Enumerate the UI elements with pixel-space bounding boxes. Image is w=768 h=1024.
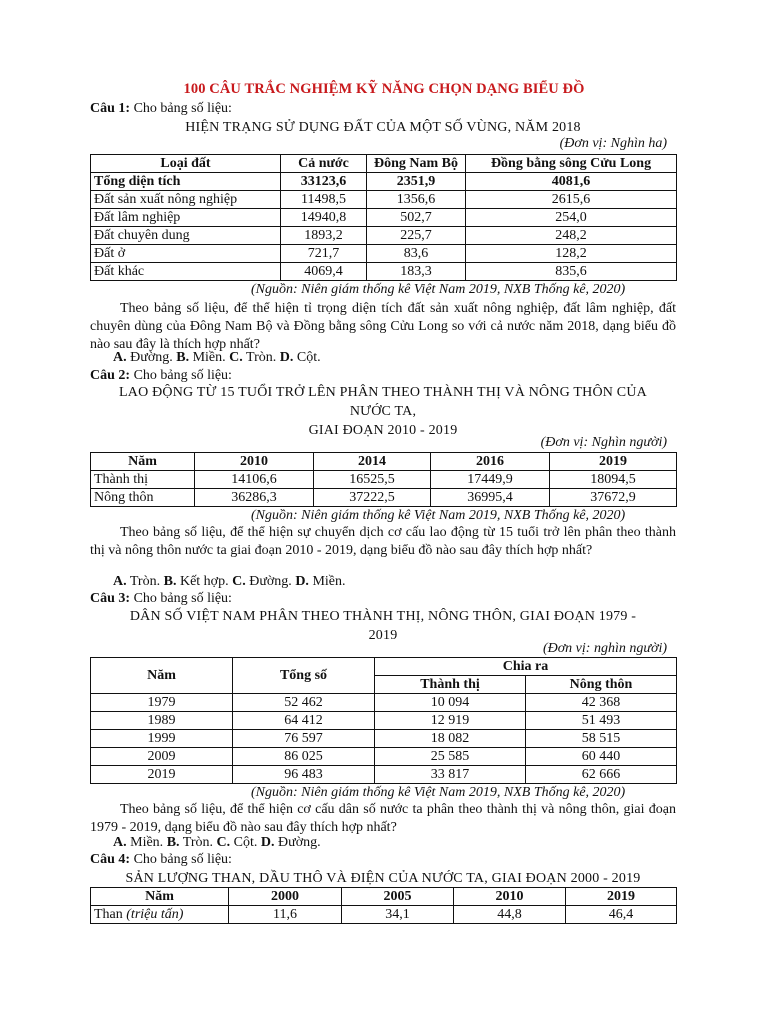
question-1-source: (Nguồn: Niên giám thống kê Việt Nam 2019, NXB Thống kê, 2020) <box>251 282 626 297</box>
table-cell-urban: 10 094 <box>375 694 526 712</box>
q3-header-split: Chia ra <box>375 658 677 676</box>
question-2-source: (Nguồn: Niên giám thống kê Việt Nam 2019, NXB Thống kê, 2020) <box>251 508 626 523</box>
table-cell: 17449,9 <box>431 471 550 489</box>
table-row <box>91 694 677 712</box>
question-4-table-title: SẢN LƯỢNG THAN, DẦU THÔ VÀ ĐIỆN CỦA NƯỚC TA, GIAI ĐOẠN 2000 - 2019 <box>125 871 641 886</box>
question-3-unit: (Đơn vị: nghìn người) <box>542 641 667 656</box>
q4-header-4: 2019 <box>566 888 677 906</box>
question-1-label: Câu 1: <box>90 101 131 116</box>
row-label: Đất khác <box>91 263 281 281</box>
question-4-header <box>90 852 232 868</box>
table-cell-rural: 62 666 <box>526 766 677 784</box>
table-cell: 37672,9 <box>550 489 677 507</box>
table-cell: 254,0 <box>466 209 677 227</box>
table-cell: 14940,8 <box>281 209 367 227</box>
question-3-label: Câu 3: <box>90 591 131 606</box>
table-row <box>91 471 677 489</box>
table-cell-rural: 51 493 <box>526 712 677 730</box>
table-cell-urban: 18 082 <box>375 730 526 748</box>
question-1-header <box>90 101 232 117</box>
table-cell: 183,3 <box>367 263 466 281</box>
table-cell: 2351,9 <box>367 173 466 191</box>
table-cell: 16525,5 <box>314 471 431 489</box>
table-cell: 44,8 <box>454 906 566 924</box>
q1-header-2: Đông Nam Bộ <box>367 155 466 173</box>
table-cell: 1893,2 <box>281 227 367 245</box>
table-row <box>91 263 677 281</box>
question-2-question: Theo bảng số liệu, để thể hiện sự chuyển dịch cơ cấu lao động từ 15 tuổi trở lên phân theo thành thị và nông thôn nước ta giai đoạn 2010 - 2019, dạng biểu đồ nào sau đây thích hợp nhất? <box>90 525 676 558</box>
q4-header-3: 2010 <box>454 888 566 906</box>
table-cell: 4081,6 <box>466 173 677 191</box>
question-2-header <box>90 368 232 384</box>
row-label <box>91 906 229 924</box>
table-cell: 11,6 <box>229 906 342 924</box>
row-label: Đất ở <box>91 245 281 263</box>
table-cell: 4069,4 <box>281 263 367 281</box>
table-cell: 502,7 <box>367 209 466 227</box>
table-cell-urban: 12 919 <box>375 712 526 730</box>
q4-header-2: 2005 <box>342 888 454 906</box>
question-2-unit: (Đơn vị: Nghìn người) <box>540 435 667 450</box>
table-cell-year: 2019 <box>91 766 233 784</box>
question-1-lead: Cho bảng số liệu: <box>133 101 232 116</box>
table-cell-urban: 33 817 <box>375 766 526 784</box>
table-cell: 225,7 <box>367 227 466 245</box>
table-cell: 721,7 <box>281 245 367 263</box>
table-row <box>91 748 677 766</box>
question-2-table <box>90 452 677 507</box>
table-cell-year: 2009 <box>91 748 233 766</box>
table-cell: 46,4 <box>566 906 677 924</box>
table-cell-total: 64 412 <box>233 712 375 730</box>
q2-header-1: 2010 <box>195 453 314 471</box>
table-cell: 835,6 <box>466 263 677 281</box>
question-2-table-title: LAO ĐỘNG TỪ 15 TUỔI TRỞ LÊN PHÂN THEO THÀNH THỊ VÀ NÔNG THÔN CỦA NƯỚC TA, GIAI ĐOẠN 2010 - 2019 <box>119 385 647 438</box>
table-cell-year: 1989 <box>91 712 233 730</box>
row-label: Tổng diện tích <box>91 173 281 191</box>
table-row <box>91 489 677 507</box>
table-cell-total: 86 025 <box>233 748 375 766</box>
table-cell: 248,2 <box>466 227 677 245</box>
question-3-table <box>90 657 677 784</box>
q3-header-total: Tổng số <box>233 658 375 694</box>
question-2-label: Câu 2: <box>90 368 131 383</box>
table-row <box>91 906 677 924</box>
question-3-source: (Nguồn: Niên giám thống kê Việt Nam 2019, NXB Thống kê, 2020) <box>251 785 626 800</box>
row-label-text: Than <box>94 907 123 922</box>
row-label: Đất lâm nghiệp <box>91 209 281 227</box>
question-1-table <box>90 154 677 281</box>
table-row <box>91 245 677 263</box>
question-1-table-title: HIỆN TRẠNG SỬ DỤNG ĐẤT CỦA MỘT SỐ VÙNG, NĂM 2018 <box>185 120 581 135</box>
table-cell-total: 96 483 <box>233 766 375 784</box>
row-label: Đất sản xuất nông nghiệp <box>91 191 281 209</box>
table-row <box>91 766 677 784</box>
q4-header-0: Năm <box>91 888 229 906</box>
q2-header-4: 2019 <box>550 453 677 471</box>
table-cell: 34,1 <box>342 906 454 924</box>
question-1-unit: (Đơn vị: Nghìn ha) <box>559 136 667 151</box>
row-label-unit: (triệu tấn) <box>126 907 184 922</box>
question-2-options: A. Tròn. B. Kết hợp. C. Đường. D. Miền. <box>113 574 346 589</box>
question-3-lead: Cho bảng số liệu: <box>133 591 232 606</box>
table-cell: 2615,6 <box>466 191 677 209</box>
table-row <box>91 730 677 748</box>
question-3-options: A. Miền. B. Tròn. C. Cột. D. Đường. <box>113 835 321 850</box>
q3-header-urban: Thành thị <box>375 676 526 694</box>
table-cell: 83,6 <box>367 245 466 263</box>
table-cell: 33123,6 <box>281 173 367 191</box>
question-4-table <box>90 887 677 924</box>
table-cell: 128,2 <box>466 245 677 263</box>
q1-header-0: Loại đất <box>91 155 281 173</box>
q4-header-1: 2000 <box>229 888 342 906</box>
question-4-label: Câu 4: <box>90 852 131 867</box>
table-cell: 18094,5 <box>550 471 677 489</box>
table-row <box>91 227 677 245</box>
table-cell-rural: 58 515 <box>526 730 677 748</box>
table-cell: 1356,6 <box>367 191 466 209</box>
table-cell-year: 1979 <box>91 694 233 712</box>
table-cell-urban: 25 585 <box>375 748 526 766</box>
table-row <box>91 191 677 209</box>
table-cell-year: 1999 <box>91 730 233 748</box>
q3-header-rural: Nông thôn <box>526 676 677 694</box>
table-cell: 37222,5 <box>314 489 431 507</box>
document-title: 100 CÂU TRẮC NGHIỆM KỸ NĂNG CHỌN DẠNG BIỂU ĐỒ <box>183 81 585 97</box>
question-2-lead: Cho bảng số liệu: <box>133 368 232 383</box>
q2-header-3: 2016 <box>431 453 550 471</box>
question-4-lead: Cho bảng số liệu: <box>133 852 232 867</box>
table-cell: 14106,6 <box>195 471 314 489</box>
table-cell-rural: 42 368 <box>526 694 677 712</box>
table-cell: 36995,4 <box>431 489 550 507</box>
table-cell: 36286,3 <box>195 489 314 507</box>
question-3-header <box>90 591 232 607</box>
question-1-question: Theo bảng số liệu, để thể hiện tỉ trọng diện tích đất sản xuất nông nghiệp, đất lâm nghiệp, đất chuyên dùng của Đông Nam Bộ và Đồng bằng sông Cửu Long so với cả nước năm 2018, dạng biểu đồ nào sau đây là thích hợp nhất? <box>90 301 676 352</box>
q3-header-year: Năm <box>91 658 233 694</box>
table-cell-rural: 60 440 <box>526 748 677 766</box>
row-label: Đất chuyên dung <box>91 227 281 245</box>
table-row <box>91 173 677 191</box>
question-3-table-title: DÂN SỐ VIỆT NAM PHÂN THEO THÀNH THỊ, NÔNG THÔN, GIAI ĐOẠN 1979 - 2019 <box>129 609 637 643</box>
table-cell: 11498,5 <box>281 191 367 209</box>
q1-header-3: Đồng bằng sông Cửu Long <box>466 155 677 173</box>
table-cell-total: 52 462 <box>233 694 375 712</box>
row-label: Thành thị <box>91 471 195 489</box>
table-row <box>91 712 677 730</box>
q2-header-0: Năm <box>91 453 195 471</box>
table-cell-total: 76 597 <box>233 730 375 748</box>
question-3-question: Theo bảng số liệu, để thể hiện cơ cấu dân số nước ta phân theo thành thị và nông thôn, giai đoạn 1979 - 2019, dạng biểu đồ nào sau đây thích hợp nhất? <box>90 802 676 835</box>
q1-header-1: Cả nước <box>281 155 367 173</box>
question-1-options: A. Đường. B. Miền. C. Tròn. D. Cột. <box>113 350 321 365</box>
q2-header-2: 2014 <box>314 453 431 471</box>
row-label: Nông thôn <box>91 489 195 507</box>
table-row <box>91 209 677 227</box>
